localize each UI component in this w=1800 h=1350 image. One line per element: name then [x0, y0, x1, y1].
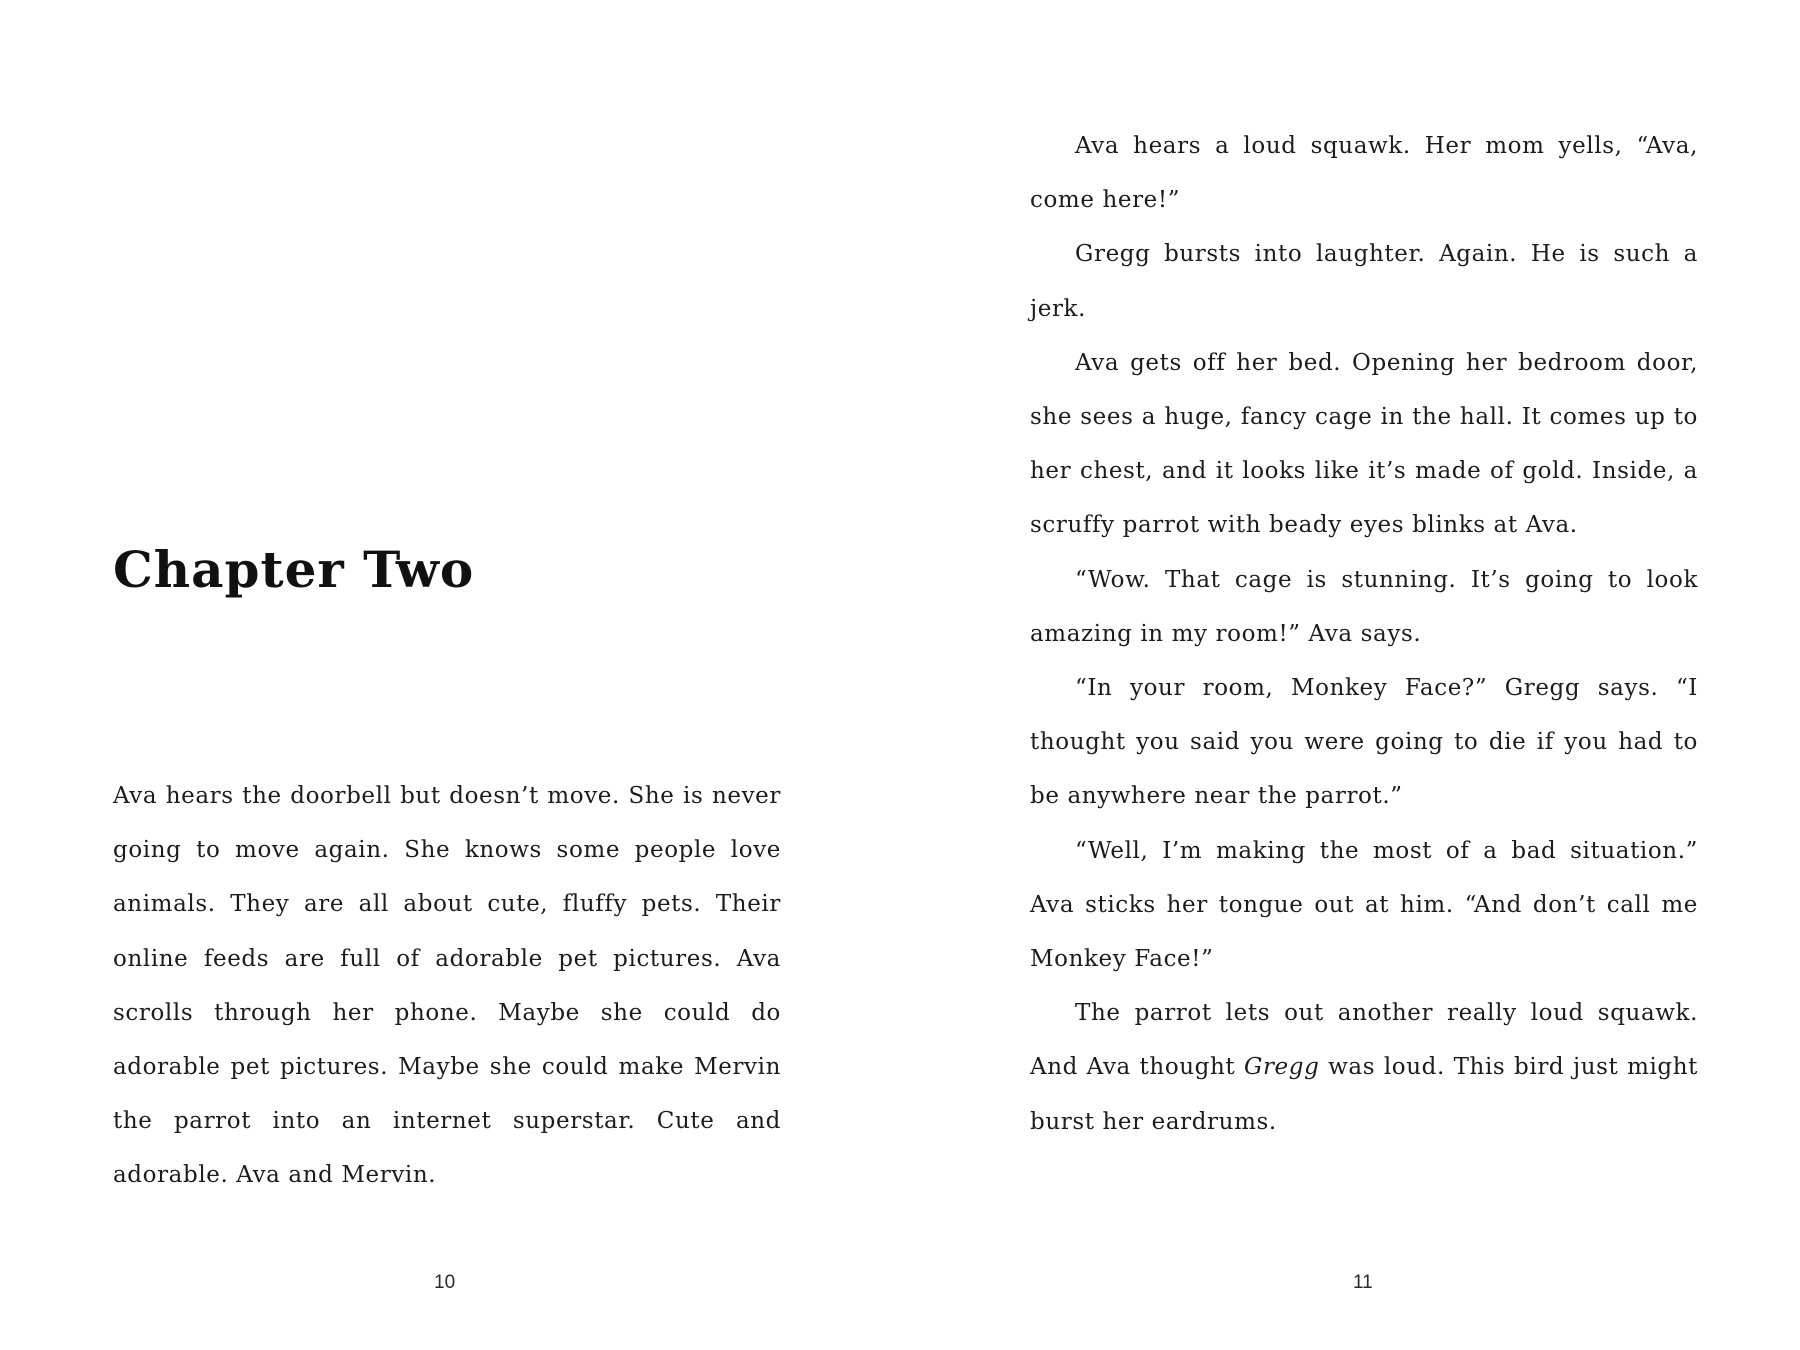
paragraph-text: was loud. This bird just might burst her eardrums.: [1030, 1054, 1699, 1135]
right-page-body: [1030, 119, 1698, 1149]
paragraph: “Well, I’m making the most of a bad situation.” Ava sticks her tongue out at him. “And don’t call me Monkey Face!”: [1030, 837, 1698, 973]
emphasized-name: Gregg: [1243, 1054, 1320, 1081]
chapter-title: Chapter Two: [113, 540, 475, 599]
paragraph: Ava hears a loud squawk. Her mom yells, “Ava, come here!”: [1030, 133, 1698, 214]
paragraph: Ava hears the doorbell but doesn’t move. She is never going to move again. She knows some people love animals. They are all about cute, fluffy pets. Their online feeds are full of adorable pet pictures. Ava scrolls through her phone. Maybe she could do adorable pet pictures. Maybe she could make Mervin the parrot into an internet superstar. Cute and adorable. Ava and Mervin.: [113, 783, 781, 1189]
paragraph-text: The parrot lets out another really loud squawk. And Ava thought: [1030, 1000, 1698, 1081]
paragraph: “Wow. That cage is stunning. It’s going to look amazing in my room!” Ava says.: [1030, 566, 1698, 647]
page-number: 11: [1353, 1272, 1373, 1293]
paragraph: Gregg bursts into laughter. Again. He is such a jerk.: [1030, 241, 1698, 322]
paragraph: Ava gets off her bed. Opening her bedroom door, she sees a huge, fancy cage in the hall. It comes up to her chest, and it looks like it’s made of gold. Inside, a scruffy parrot with beady eyes blinks at Ava.: [1030, 349, 1698, 539]
right-page: [900, 0, 1800, 1350]
paragraph: [1030, 986, 1698, 1149]
page-number: 10: [434, 1272, 456, 1293]
paragraph: “In your room, Monkey Face?” Gregg says. “I thought you said you were going to die if you had to be anywhere near the parrot.”: [1030, 675, 1698, 810]
left-page-body: [113, 769, 781, 1203]
